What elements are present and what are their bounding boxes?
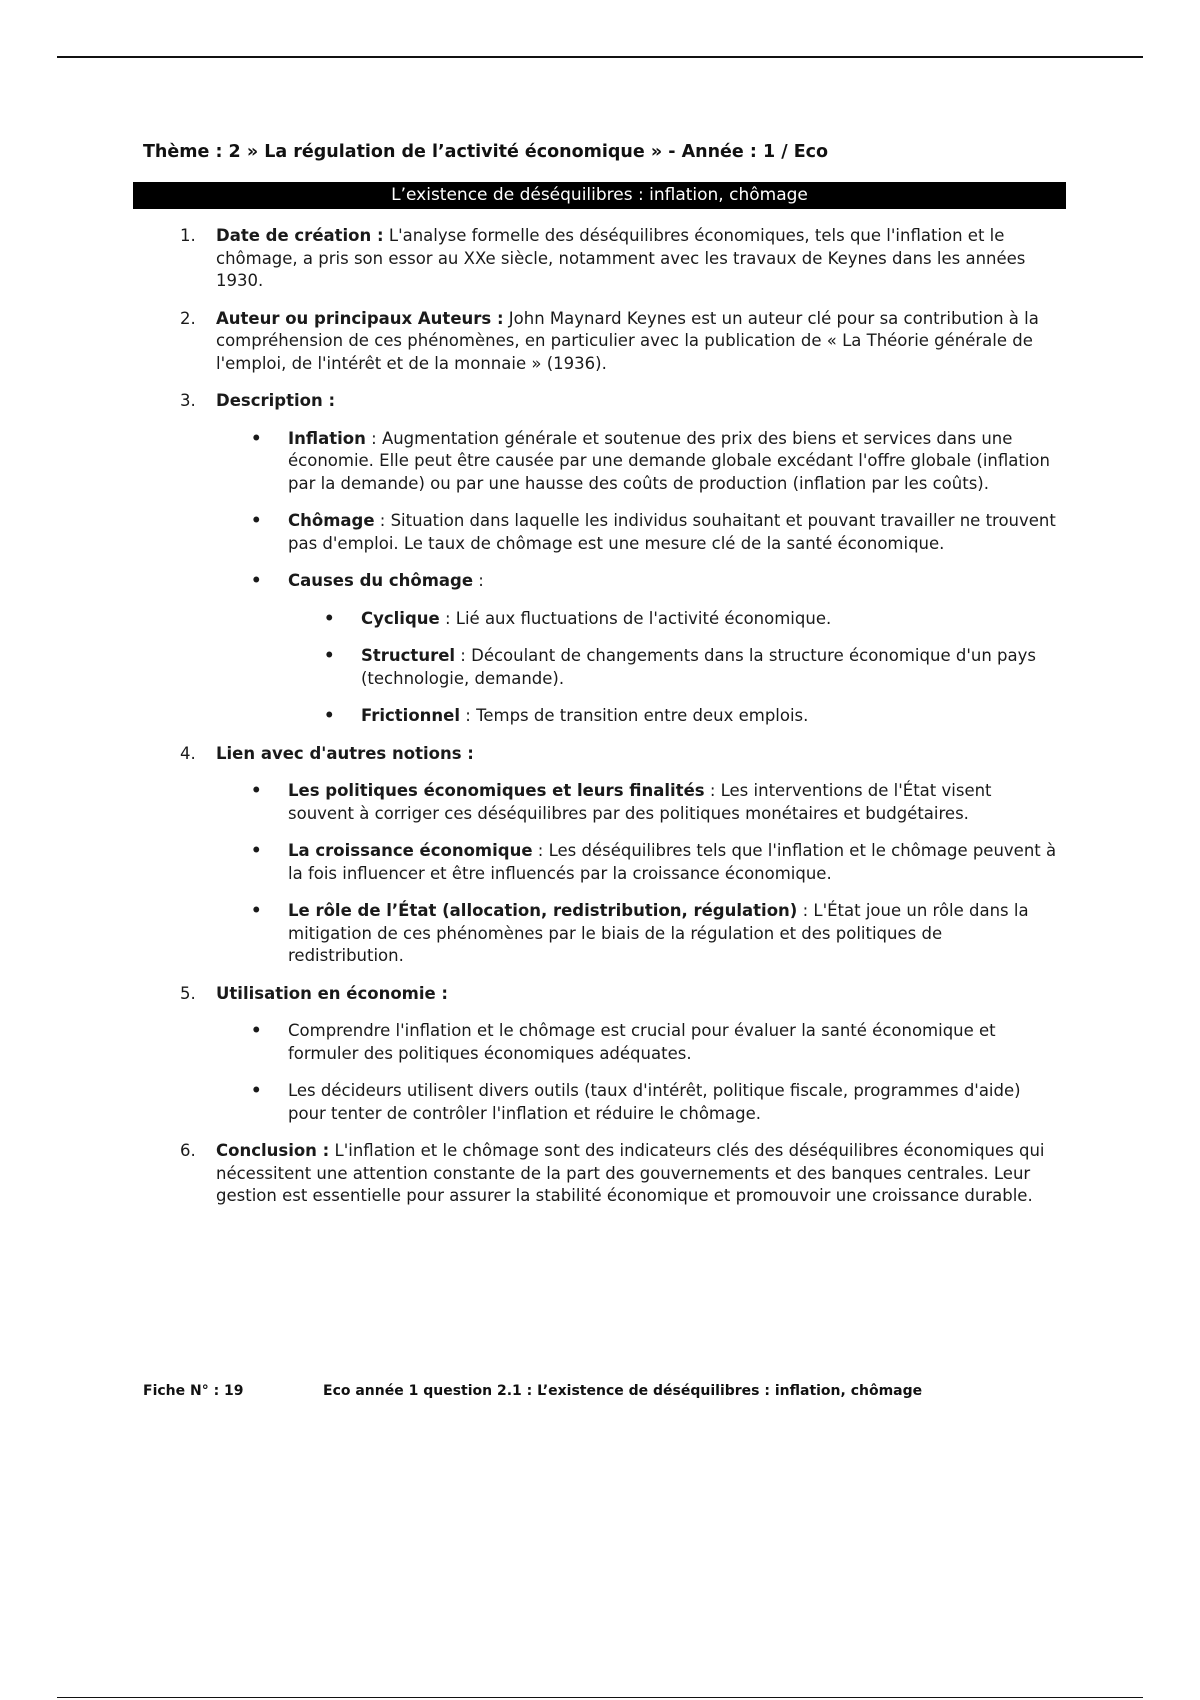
theme-heading: Thème : 2 » La régulation de l’activité économique » - Année : 1 / Eco bbox=[143, 142, 829, 162]
bullet-utilisation-2 bbox=[180, 1080, 1060, 1125]
bullet-icon: • bbox=[251, 901, 262, 920]
footer-fiche-number: Fiche N° : 19 bbox=[143, 1383, 244, 1399]
item-label: Description : bbox=[216, 391, 336, 410]
bullet-inflation bbox=[180, 428, 1060, 496]
item-number: 4. bbox=[180, 743, 196, 763]
subbullet-structurel bbox=[180, 645, 1060, 690]
bullet-label: Cyclique bbox=[361, 608, 440, 628]
bullet-text: : Les interventions de l'État visent souvent à corriger ces déséquilibres par des politiques monétaires et budgétaires. bbox=[288, 781, 992, 823]
bullet-icon: • bbox=[251, 781, 262, 800]
item-conclusion bbox=[180, 1140, 1060, 1208]
item-label: Conclusion : bbox=[216, 1141, 330, 1160]
item-date-creation bbox=[180, 225, 1060, 293]
footer-subject: Eco année 1 question 2.1 : L’existence de déséquilibres : inflation, chômage bbox=[323, 1383, 923, 1399]
item-lien-notions bbox=[180, 743, 1060, 766]
bullet-text: : Augmentation générale et soutenue des prix des biens et services dans une économie. Elle peut être causée par une demande globale excédant l'offre globale (inflation par la demande) ou par une hausse des coûts de production (inflation par les coûts). bbox=[288, 428, 1050, 493]
bullet-role-etat bbox=[180, 900, 1060, 968]
subbullet-cyclique bbox=[180, 608, 1060, 631]
item-number: 3. bbox=[180, 391, 196, 410]
bullet-text: : Lié aux fluctuations de l'activité économique. bbox=[439, 608, 832, 628]
bullet-text: : Situation dans laquelle les individus souhaitant et pouvant travailler ne trouvent pas d'emploi. Le taux de chômage est une mesure clé de la santé économique. bbox=[288, 511, 1056, 553]
item-description bbox=[180, 390, 1060, 413]
bullet-text: : Découlant de changements dans la structure économique d'un pays (technologie, demande). bbox=[361, 646, 1036, 688]
bullet-causes bbox=[180, 570, 1060, 593]
item-label: Date de création : bbox=[216, 226, 384, 245]
item-text: John Maynard Keynes est un auteur clé pour sa contribution à la compréhension de ces phénomènes, en particulier avec la publication de « La Théorie générale de l'emploi, de l'intérêt et de la monnaie » (1936). bbox=[216, 308, 1039, 373]
bullet-label: Frictionnel bbox=[361, 706, 461, 725]
bullet-icon: • bbox=[251, 428, 262, 448]
bullet-label: Chômage bbox=[288, 511, 375, 530]
bullet-croissance bbox=[180, 840, 1060, 885]
subbullet-frictionnel bbox=[180, 705, 1060, 728]
item-number: 1. bbox=[180, 226, 196, 245]
item-auteurs bbox=[180, 308, 1060, 376]
item-label: Lien avec d'autres notions : bbox=[216, 743, 474, 763]
item-text: L'inflation et le chômage sont des indicateurs clés des déséquilibres économiques qui nécessitent une attention constante de la part des gouvernements et des banques centrales. Leur gestion est essentielle pour assurer la stabilité économique et promouvoir une croissance durable. bbox=[216, 1141, 1045, 1205]
bullet-label: Le rôle de l’État (allocation, redistribution, régulation) bbox=[288, 901, 798, 920]
bullet-icon: • bbox=[251, 841, 262, 860]
item-number: 6. bbox=[180, 1141, 196, 1160]
item-label: Auteur ou principaux Auteurs : bbox=[216, 308, 504, 328]
bullet-label: Les politiques économiques et leurs finalités bbox=[288, 781, 705, 800]
item-utilisation bbox=[180, 983, 1060, 1006]
bullet-text: Comprendre l'inflation et le chômage est crucial pour évaluer la santé économique et formuler des politiques économiques adéquates. bbox=[288, 1021, 996, 1063]
bullet-text: : Les déséquilibres tels que l'inflation et le chômage peuvent à la fois influencer et être influencés par la croissance économique. bbox=[288, 841, 1057, 883]
bullet-icon: • bbox=[251, 571, 262, 590]
bullet-utilisation-1 bbox=[180, 1020, 1060, 1065]
bullet-icon: • bbox=[324, 706, 335, 725]
bullet-icon: • bbox=[324, 646, 335, 665]
bullet-text: : Temps de transition entre deux emplois. bbox=[460, 706, 809, 725]
top-rule bbox=[57, 56, 1143, 58]
bullet-text: : bbox=[473, 571, 484, 590]
item-label: Utilisation en économie : bbox=[216, 983, 449, 1003]
bullet-politiques bbox=[180, 780, 1060, 825]
bullet-chomage bbox=[180, 510, 1060, 555]
bullet-label: La croissance économique bbox=[288, 841, 533, 860]
bullet-label: Causes du chômage bbox=[288, 571, 474, 590]
bullet-icon: • bbox=[251, 511, 262, 530]
section-banner: L’existence de déséquilibres : inflation, chômage bbox=[133, 182, 1066, 209]
content bbox=[180, 225, 1060, 1223]
bullet-icon: • bbox=[324, 608, 335, 628]
bullet-icon: • bbox=[251, 1021, 262, 1040]
item-number: 5. bbox=[180, 983, 196, 1003]
bullet-label: Inflation bbox=[288, 428, 366, 448]
bullet-text: : L'État joue un rôle dans la mitigation de ces phénomènes par le biais de la régulation et des politiques de redistribution. bbox=[288, 901, 1029, 965]
item-number: 2. bbox=[180, 308, 196, 328]
bullet-text: Les décideurs utilisent divers outils (taux d'intérêt, politique fiscale, programmes d'aide) pour tenter de contrôler l'inflation et réduire le chômage. bbox=[288, 1081, 1021, 1123]
bullet-label: Structurel bbox=[361, 646, 456, 665]
item-text: L'analyse formelle des déséquilibres économiques, tels que l'inflation et le chômage, a pris son essor au XXe siècle, notamment avec les travaux de Keynes dans les années 1930. bbox=[216, 226, 1026, 290]
bullet-icon: • bbox=[251, 1081, 262, 1100]
bottom-rule bbox=[57, 1697, 1143, 1698]
